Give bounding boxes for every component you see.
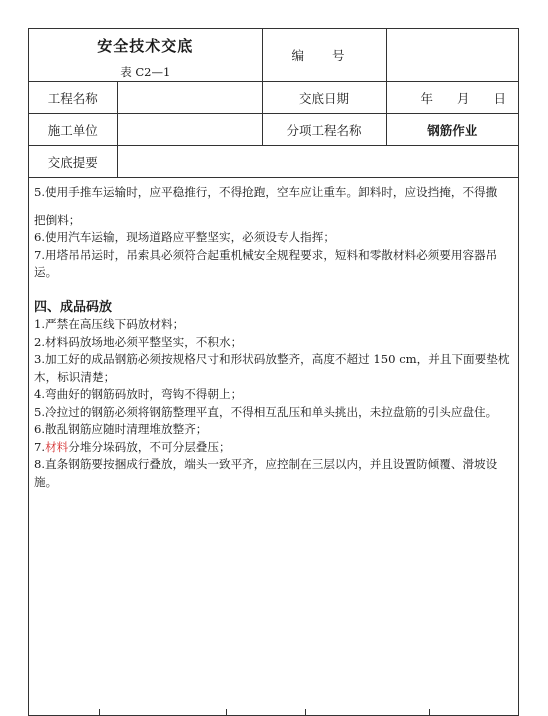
subproject-label: 分项工程名称 [262, 114, 386, 146]
project-name-field[interactable] [117, 82, 262, 114]
item7-text: 分堆分垛码放，不可分层叠压； [68, 439, 231, 454]
list-item-8: 8.直条钢筋要按捆成行叠放，端头一致平齐，应控制在三层以内，并且设置防倾覆、滑坡设施。 [34, 457, 498, 489]
form-code: 表 C2—1 [120, 64, 171, 79]
number-label: 编 号 [262, 29, 386, 82]
list-item: 6.散乱钢筋应随时清理堆放整齐； [34, 422, 208, 436]
list-item-7 [34, 439, 514, 457]
bottom-tick [99, 709, 100, 715]
paragraph-5: 5.使用手推车运输时，应平稳推行，不得抢跑，空车应让重车。卸料时，应设挡掩，不得撒 [34, 185, 498, 199]
date-month: 月 [456, 90, 470, 106]
disclosure-form [28, 28, 519, 716]
date-field[interactable] [386, 82, 518, 114]
paragraph-7: 7.用塔吊吊运时，吊索具必须符合起重机械安全规程要求，短料和零散材料必须要用容器吊运。 [34, 247, 498, 279]
disclosure-content [34, 184, 514, 491]
bottom-tick [305, 709, 306, 715]
item7-prefix: 7. [34, 439, 46, 454]
list-item: 1.严禁在高压线下码放材料； [34, 317, 185, 331]
paragraph-5-continued: 把倒料； [34, 212, 81, 227]
unit-label: 施工单位 [29, 114, 117, 146]
project-name-label: 工程名称 [29, 82, 117, 114]
section-title: 四、成品码放 [34, 299, 113, 315]
number-field[interactable] [386, 29, 518, 82]
summary-field[interactable] [117, 146, 518, 178]
paragraph-6: 6.使用汽车运输，现场道路应平整坚实，必须设专人指挥； [34, 230, 335, 244]
bottom-tick [429, 709, 430, 715]
form-title: 安全技术交底 [97, 36, 194, 55]
summary-label: 交底提要 [29, 146, 117, 178]
date-label: 交底日期 [262, 82, 386, 114]
list-item: 2.材料码放场地必须平整坚实，不积水； [34, 334, 243, 349]
item7-highlight: 材料 [45, 439, 69, 454]
bottom-tick [226, 709, 227, 715]
header-table [29, 29, 518, 178]
date-day: 日 [493, 90, 507, 106]
list-item: 3.加工好的成品钢筋必须按规格尺寸和形状码放整齐，高度不超过 150 cm，并且下面要垫枕木，标识清楚； [34, 352, 510, 384]
list-item: 4.弯曲好的钢筋码放时，弯钩不得朝上； [34, 387, 243, 401]
unit-field[interactable] [117, 114, 262, 146]
title-cell [29, 29, 262, 82]
subproject-value[interactable]: 钢筋作业 [386, 114, 518, 146]
date-year: 年 [420, 90, 433, 106]
list-item: 5.冷拉过的钢筋必须将钢筋整理平直，不得相互乱压和单头挑出，未拉盘筋的引头应盘住。 [34, 404, 498, 419]
